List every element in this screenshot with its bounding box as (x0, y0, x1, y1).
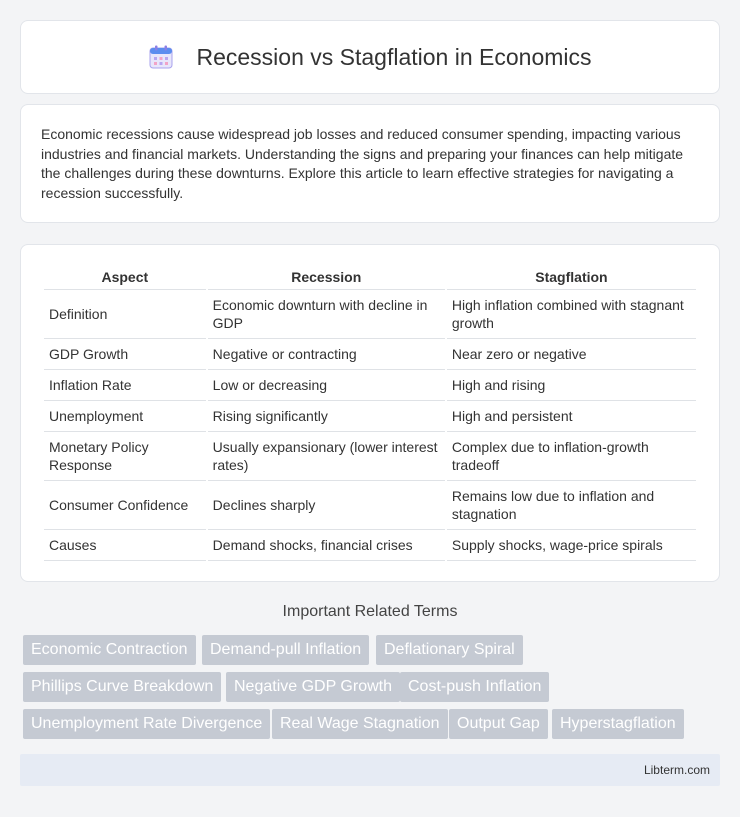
table-cell: Causes (44, 530, 206, 561)
table-row (44, 530, 696, 561)
table-cell: Near zero or negative (447, 339, 696, 370)
related-terms-title: Important Related Terms (282, 603, 458, 620)
column-header: Stagflation (447, 265, 696, 290)
table-cell: Economic downturn with decline in GDP (208, 290, 445, 339)
table-row (44, 481, 696, 530)
table-cell: Complex due to inflation-growth tradeoff (447, 432, 696, 481)
tag-unemployment-rate-divergence[interactable]: Unemployment Rate Divergence (23, 709, 270, 739)
footer-link[interactable]: Libterm.com (643, 763, 710, 777)
tag-real-wage-stagnation[interactable]: Real Wage Stagnation (272, 709, 448, 739)
tag-phillips-curve-breakdown[interactable]: Phillips Curve Breakdown (23, 672, 221, 702)
table-cell: High inflation combined with stagnant growth (447, 290, 696, 339)
table-cell: High and persistent (447, 401, 696, 432)
intro-text: Economic recessions cause widespread job losses and reduced consumer spending, impacting various industries and financial markets. Understanding the signs and preparing your finances can help mitigate the challenges during these downturns. Explore this article to learn effective strategies for navigating a recession successfully. (41, 126, 684, 201)
calendar-icon (148, 44, 174, 70)
table-cell: Low or decreasing (208, 370, 445, 401)
tag-deflationary-spiral[interactable]: Deflationary Spiral (376, 635, 523, 665)
table-cell: High and rising (447, 370, 696, 401)
table-cell: GDP Growth (44, 339, 206, 370)
comparison-table (42, 265, 698, 561)
table-cell: Declines sharply (208, 481, 445, 530)
table-cell: Demand shocks, financial crises (208, 530, 445, 561)
table-cell: Definition (44, 290, 206, 339)
table-cell: Rising significantly (208, 401, 445, 432)
tag-hyperstagflation[interactable]: Hyperstagflation (552, 709, 684, 739)
table-row (44, 432, 696, 481)
table-row (44, 401, 696, 432)
table-cell: Usually expansionary (lower interest rates) (208, 432, 445, 481)
table-cell: Consumer Confidence (44, 481, 206, 530)
tag-cost-push-inflation[interactable]: Cost-push Inflation (400, 672, 549, 702)
table-cell: Monetary Policy Response (44, 432, 206, 481)
table-row (44, 370, 696, 401)
tag-economic-contraction[interactable]: Economic Contraction (23, 635, 196, 665)
table-cell: Inflation Rate (44, 370, 206, 401)
intro-card (20, 104, 720, 223)
table-cell: Negative or contracting (208, 339, 445, 370)
column-header: Aspect (44, 265, 206, 290)
table-row (44, 290, 696, 339)
table-header-row (44, 265, 696, 290)
column-header: Recession (208, 265, 445, 290)
tag-demand-pull-inflation[interactable]: Demand-pull Inflation (202, 635, 369, 665)
table-cell: Supply shocks, wage-price spirals (447, 530, 696, 561)
table-row (44, 339, 696, 370)
table-cell: Remains low due to inflation and stagnation (447, 481, 696, 530)
tag-output-gap[interactable]: Output Gap (449, 709, 548, 739)
page-title: Recession vs Stagflation in Economics (196, 43, 592, 70)
footer (20, 754, 720, 786)
title-card (20, 20, 720, 94)
tag-negative-gdp-growth[interactable]: Negative GDP Growth (226, 672, 400, 702)
table-cell: Unemployment (44, 401, 206, 432)
comparison-table-card (20, 244, 720, 582)
